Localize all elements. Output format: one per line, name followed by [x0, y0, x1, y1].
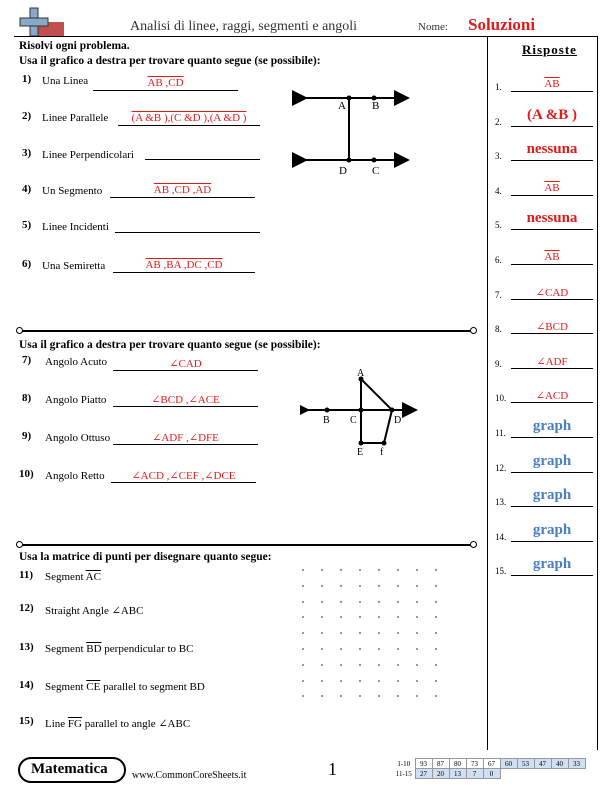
grid-dot[interactable]	[397, 648, 399, 650]
grid-dot[interactable]	[321, 585, 323, 587]
question-number: 6)	[22, 258, 32, 270]
question-number: 13)	[19, 641, 34, 653]
answer-number: 5.	[495, 220, 502, 231]
answer-row	[495, 312, 595, 342]
answer-number: 14.	[495, 531, 507, 542]
answer-number: 2.	[495, 116, 502, 127]
answer-number: 10.	[495, 393, 507, 404]
website[interactable]: www.CommonCoreSheets.it	[132, 770, 247, 781]
question-text: Segment $\overline{CE}$ parallel to segment BD	[45, 681, 205, 693]
score-row-label: 11-15	[395, 769, 412, 778]
grid-dot[interactable]	[416, 695, 418, 697]
grid-dot[interactable]	[302, 664, 304, 666]
question-number: 15)	[19, 715, 34, 727]
question-number: 11)	[19, 569, 34, 581]
score-cell: 93	[415, 759, 432, 769]
grid-dot[interactable]	[397, 664, 399, 666]
grid-dot[interactable]	[359, 680, 361, 682]
question-number: 8)	[22, 392, 32, 404]
point-label: E	[357, 447, 364, 458]
answer-value: ∠CAD	[535, 286, 569, 299]
brand-label: Matematica	[31, 761, 108, 777]
answer-field[interactable]: ∠CAD	[113, 357, 258, 371]
answer-slot[interactable]	[511, 314, 593, 334]
score-cell: 80	[449, 759, 466, 769]
score-cell: 0	[483, 769, 500, 779]
answer-field[interactable]: AB ,CD	[93, 77, 238, 91]
answer-slot[interactable]	[511, 210, 593, 230]
grid-dot[interactable]	[302, 680, 304, 682]
grid-dot[interactable]	[321, 648, 323, 650]
answer-value: nessuna	[526, 141, 578, 158]
section3-subtitle: Usa la matrice di punti per disegnare quanto segue:	[19, 551, 272, 563]
name-value: Soluzioni	[468, 15, 536, 34]
score-cell: 53	[517, 759, 534, 769]
question-label: Un Segmento	[42, 185, 103, 197]
grid-dot[interactable]	[435, 616, 437, 618]
divider-end-left	[16, 327, 23, 334]
grid-dot[interactable]	[397, 601, 399, 603]
answer-value: graph	[532, 556, 572, 573]
grid-dot[interactable]	[321, 664, 323, 666]
grid-dot[interactable]	[416, 601, 418, 603]
question-text: Segment $\overline{AC}$	[45, 571, 101, 583]
answer-row	[495, 243, 595, 273]
question-number: 2)	[22, 110, 32, 122]
point-label: B	[323, 415, 330, 426]
page-number: 1	[328, 759, 337, 779]
answer-number: 1.	[495, 82, 502, 92]
answer-value: (A &B )	[527, 106, 577, 123]
answer-field[interactable]: AB ,CD ,AD	[110, 184, 255, 198]
angles-figure	[300, 365, 420, 460]
answer-slot[interactable]	[511, 418, 593, 438]
grid-dot[interactable]	[397, 632, 399, 634]
score-grid	[393, 758, 586, 779]
answer-field[interactable]: AB ,BA ,DC ,CD	[113, 259, 255, 273]
question-label: Una Semiretta	[42, 260, 106, 272]
answer-value: ∠BCD	[536, 321, 568, 334]
score-cell: 87	[432, 759, 449, 769]
answer-row	[495, 554, 595, 584]
grid-dot[interactable]	[435, 680, 437, 682]
grid-dot[interactable]	[340, 680, 342, 682]
score-cell: 40	[551, 759, 568, 769]
frame-divider	[487, 36, 488, 750]
answer-slot[interactable]	[511, 453, 593, 473]
point-label: f	[380, 447, 384, 458]
grid-dot[interactable]	[378, 585, 380, 587]
grid-dot[interactable]	[321, 695, 323, 697]
grid-dot[interactable]	[340, 569, 342, 571]
answer-value: $\overline{AB}$	[544, 251, 560, 263]
grid-dot[interactable]	[378, 695, 380, 697]
grid-dot[interactable]	[378, 648, 380, 650]
grid-dot[interactable]	[378, 569, 380, 571]
answer-field[interactable]: ∠ADF ,∠DFE	[113, 431, 258, 445]
grid-dot[interactable]	[435, 585, 437, 587]
frame-right	[597, 36, 598, 750]
grid-dot[interactable]	[378, 601, 380, 603]
question-label: Una Linea	[42, 75, 89, 87]
answer-number: 6.	[495, 255, 502, 265]
point-label: A	[357, 368, 365, 379]
answer-row	[495, 485, 595, 515]
answer-value: graph	[532, 418, 572, 434]
answer-slot[interactable]	[511, 107, 593, 127]
answer-number: 3.	[495, 151, 502, 162]
grid-dot[interactable]	[302, 616, 304, 618]
answer-number: 13.	[495, 497, 507, 508]
answer-row	[495, 451, 595, 481]
question-number: 12)	[19, 602, 34, 614]
question-label: Linee Incidenti	[42, 221, 109, 233]
answer-row	[495, 139, 595, 169]
grid-dot[interactable]	[359, 616, 361, 618]
answer-value: nessuna	[526, 210, 578, 227]
answer-field[interactable]: ∠BCD ,∠ACE	[113, 393, 258, 407]
grid-dot[interactable]	[340, 695, 342, 697]
question-label: Angolo Acuto	[45, 356, 108, 368]
grid-dot[interactable]	[397, 616, 399, 618]
answer-value: graph	[532, 521, 572, 538]
answer-slot[interactable]	[511, 383, 593, 403]
grid-dot[interactable]	[340, 648, 342, 650]
grid-dot[interactable]	[340, 601, 342, 603]
grid-dot[interactable]	[397, 695, 399, 697]
divider-end-left	[16, 541, 23, 548]
grid-dot[interactable]	[359, 695, 361, 697]
point-label: A	[338, 100, 346, 112]
answer-value: $\overline{AB}$	[544, 181, 560, 194]
score-cell: 33	[568, 759, 585, 769]
grid-dot[interactable]	[359, 664, 361, 666]
answers-title: Risposte	[522, 42, 577, 57]
grid-dot[interactable]	[397, 585, 399, 587]
grid-dot[interactable]	[340, 616, 342, 618]
question-number: 7)	[22, 354, 32, 366]
answer-field[interactable]: ∠ACD ,∠CEF ,∠DCE	[111, 469, 256, 483]
answer-number: 11.	[495, 428, 506, 438]
score-cell: 60	[500, 759, 517, 769]
answer-value: ∠ACD	[535, 390, 569, 403]
answer-number: 8.	[495, 324, 502, 335]
grid-dot[interactable]	[302, 569, 304, 571]
question-number: 10)	[19, 468, 34, 480]
grid-dot[interactable]	[321, 601, 323, 603]
grid-dot[interactable]	[397, 569, 399, 571]
point-label: D	[339, 165, 347, 177]
grid-dot[interactable]	[359, 648, 361, 650]
answer-slot[interactable]	[511, 556, 593, 576]
grid-dot[interactable]	[359, 569, 361, 571]
answer-number: 15.	[495, 566, 507, 577]
point-label: D	[394, 415, 402, 426]
grid-dot[interactable]	[321, 632, 323, 634]
grid-dot[interactable]	[359, 585, 361, 587]
grid-dot[interactable]	[302, 585, 304, 587]
section-divider	[19, 330, 474, 332]
answer-value: $\overline{AB}$	[544, 78, 560, 90]
grid-dot[interactable]	[302, 632, 304, 634]
grid-dot[interactable]	[378, 616, 380, 618]
grid-dot[interactable]	[416, 632, 418, 634]
question-number: 5)	[22, 219, 32, 231]
score-row-label: 1-10	[397, 759, 411, 768]
score-cell: 7	[466, 769, 483, 779]
grid-dot[interactable]	[435, 664, 437, 666]
question-label: Angolo Retto	[45, 470, 105, 482]
grid-dot[interactable]	[340, 585, 342, 587]
answer-slot[interactable]	[511, 141, 593, 161]
question-text: Line $\overline{FG}$ parallel to angle ∠ABC	[45, 718, 191, 730]
grid-dot[interactable]	[378, 680, 380, 682]
point-label: C	[372, 165, 380, 177]
logo-icon	[18, 6, 68, 38]
question-number: 3)	[22, 147, 32, 159]
answer-row	[495, 381, 595, 411]
score-cell: 27	[415, 769, 432, 779]
section-divider	[19, 544, 474, 546]
divider-end-right	[470, 541, 477, 548]
answer-row	[495, 208, 595, 238]
answer-slot[interactable]	[511, 245, 593, 265]
answer-slot[interactable]	[511, 72, 593, 92]
grid-dot[interactable]	[302, 695, 304, 697]
grid-dot[interactable]	[416, 616, 418, 618]
grid-dot[interactable]	[378, 632, 380, 634]
answer-field[interactable]	[145, 146, 260, 160]
question-number: 9)	[22, 430, 32, 442]
answer-row	[495, 70, 595, 100]
score-cell: 20	[432, 769, 449, 779]
answer-field[interactable]: (A &B ),(C &D ),(A &D )	[118, 112, 260, 126]
section2-subtitle: Usa il grafico a destra per trovare quanto segue (se possibile):	[19, 339, 321, 351]
answer-number: 7.	[495, 289, 502, 300]
answer-number: 12.	[495, 462, 507, 473]
question-label: Angolo Ottuso	[45, 432, 111, 444]
question-label: Linee Parallele	[42, 112, 109, 124]
score-cell: 67	[483, 759, 500, 769]
frame-top	[14, 36, 598, 37]
question-label: Angolo Piatto	[45, 394, 107, 406]
grid-dot[interactable]	[359, 601, 361, 603]
answer-row	[495, 105, 595, 135]
answer-row	[495, 520, 595, 550]
grid-dot[interactable]	[397, 680, 399, 682]
answer-row	[495, 416, 595, 446]
grid-dot[interactable]	[340, 632, 342, 634]
grid-dot[interactable]	[321, 680, 323, 682]
grid-dot[interactable]	[416, 664, 418, 666]
score-cell: 47	[534, 759, 551, 769]
question-text: Straight Angle ∠ABC	[45, 605, 144, 617]
answer-slot[interactable]	[511, 487, 593, 507]
point-label: C	[350, 415, 357, 426]
answer-slot[interactable]	[511, 176, 593, 196]
answer-row	[495, 347, 595, 377]
point-label: B	[372, 100, 380, 112]
question-text: Segment $\overline{BD}$ perpendicular to BC	[45, 643, 194, 655]
answer-value: ∠ADF	[536, 355, 568, 368]
grid-dot[interactable]	[359, 632, 361, 634]
score-cell: 13	[449, 769, 466, 779]
question-number: 4)	[22, 183, 32, 195]
answer-value: graph	[532, 452, 572, 469]
grid-dot[interactable]	[435, 601, 437, 603]
answer-slot[interactable]	[511, 280, 593, 300]
answer-row	[495, 174, 595, 204]
grid-dot[interactable]	[435, 695, 437, 697]
answer-number: 9.	[495, 358, 502, 369]
divider-end-right	[470, 327, 477, 334]
grid-dot[interactable]	[321, 616, 323, 618]
grid-dot[interactable]	[416, 680, 418, 682]
grid-dot[interactable]	[416, 585, 418, 587]
grid-dot[interactable]	[416, 569, 418, 571]
answer-field[interactable]	[115, 219, 260, 233]
answer-value: graph	[532, 487, 572, 504]
question-label: Linee Perpendicolari	[42, 149, 134, 161]
question-number: 14)	[19, 679, 34, 691]
name-label: Nome:	[418, 21, 448, 33]
grid-dot[interactable]	[378, 664, 380, 666]
grid-dot[interactable]	[416, 648, 418, 650]
grid-dot[interactable]	[435, 632, 437, 634]
grid-dot[interactable]	[302, 601, 304, 603]
dot-matrix[interactable]	[296, 563, 446, 703]
lines-figure	[290, 88, 420, 180]
answer-slot[interactable]	[511, 349, 593, 369]
instructions: Risolvi ogni problema.	[19, 40, 130, 52]
grid-dot[interactable]	[302, 648, 304, 650]
answer-row	[495, 278, 595, 308]
score-cell: 73	[466, 759, 483, 769]
answer-number: 4.	[495, 185, 502, 196]
section1-subtitle: Usa il grafico a destra per trovare quanto segue (se possibile):	[19, 55, 321, 67]
page-title: Analisi di linee, raggi, segmenti e angoli	[130, 19, 358, 34]
grid-dot[interactable]	[321, 569, 323, 571]
question-number: 1)	[22, 73, 32, 85]
answer-slot[interactable]	[511, 522, 593, 542]
grid-dot[interactable]	[435, 569, 437, 571]
grid-dot[interactable]	[340, 664, 342, 666]
grid-dot[interactable]	[435, 648, 437, 650]
